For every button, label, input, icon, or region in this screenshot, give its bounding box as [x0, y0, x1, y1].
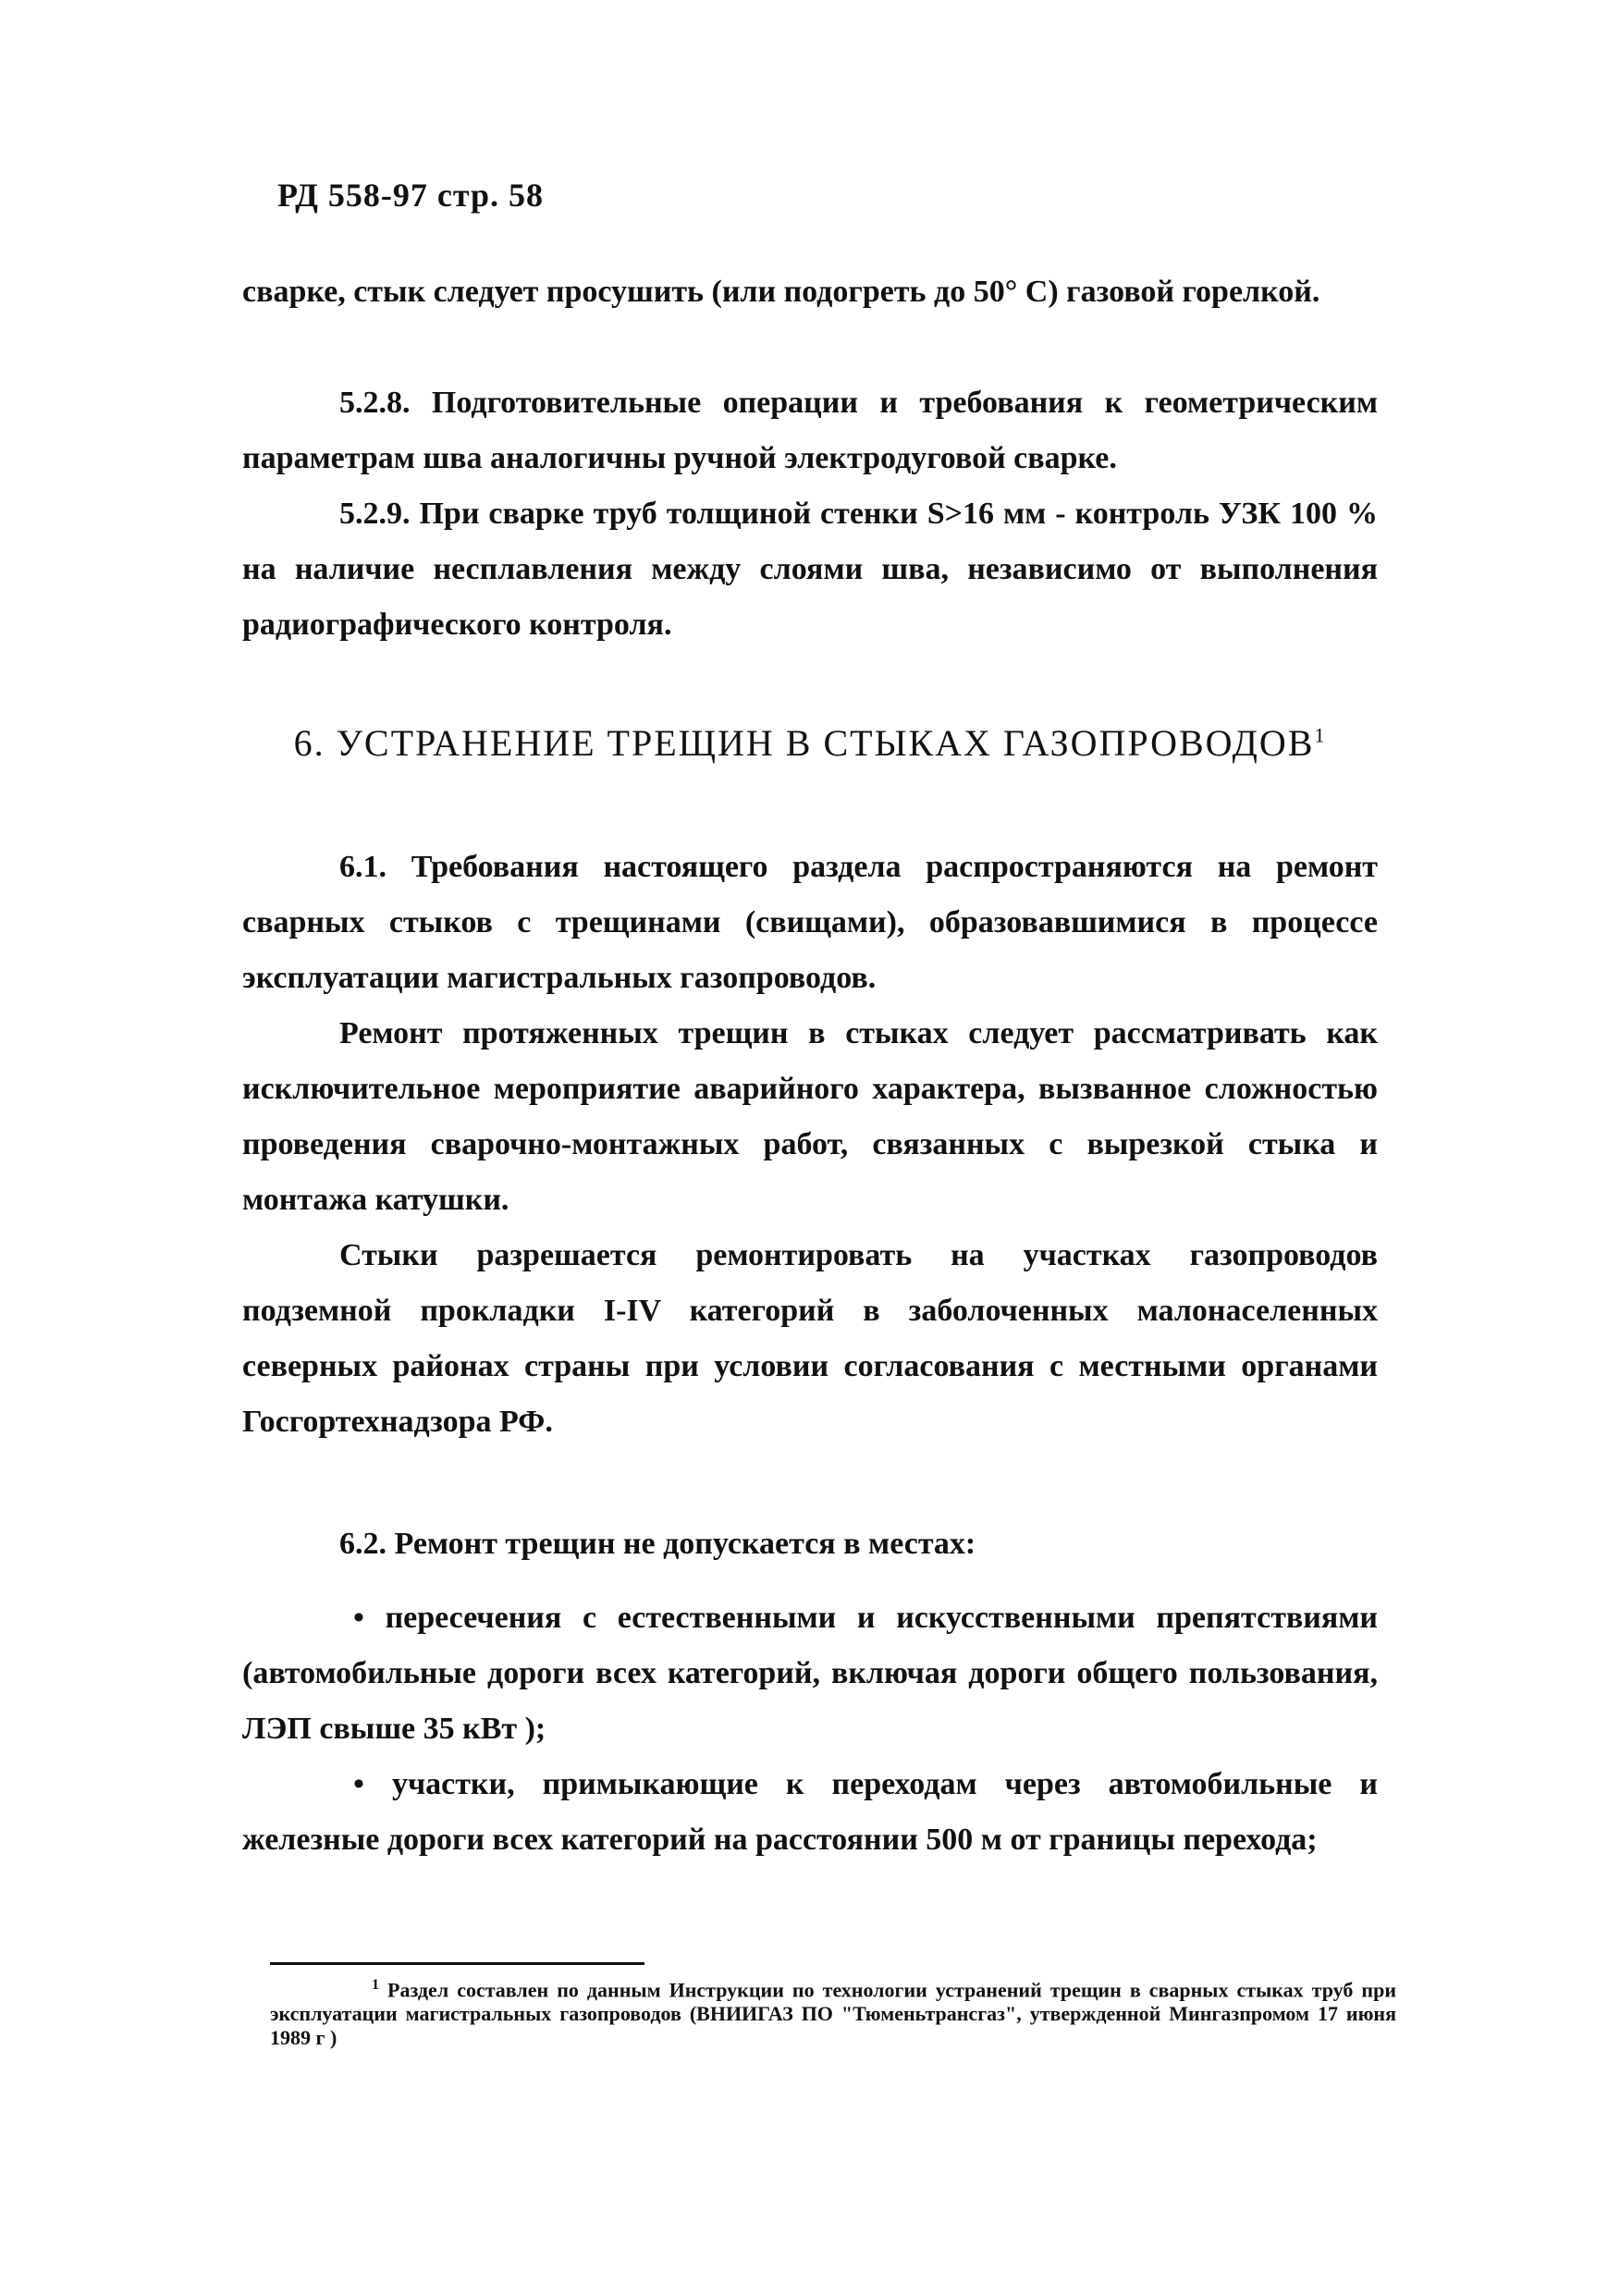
- paragraph-repair: Ремонт протяженных трещин в стыках следует рассматривать как исключительное мероприятие аварийного характера, вызванное сложностью проведения сварочно-монтажных работ, связанных с вырезкой стыка и монтажа катушки.: [242, 1016, 1378, 1217]
- page-header: РД 558-97 стр. 58: [277, 177, 545, 214]
- bullet-item-sections: • участки, примыкающие к переходам через автомобильные и железные дороги всех категорий на расстоянии 500 м от границы перехода;: [242, 1767, 1378, 1857]
- paragraph-5-2-8: 5.2.8. Подготовительные операции и требования к геометрическим параметрам шва аналогичны ручной электродуговой сварке.: [242, 386, 1378, 475]
- footnote-text: Раздел составлен по данным Инструкции по технологии устранений трещин в сварных стыках труб при эксплуатации магистральных газопроводов (ВНИИГАЗ ПО "Тюменьтрансгаз", утвержденной Мингазпромом 17 июня 1989 г ): [270, 1978, 1396, 2050]
- paragraph-6-2: 6.2. Ремонт трещин не допускается в местах:: [339, 1527, 976, 1561]
- footnote-mark: 1: [372, 1977, 379, 1993]
- paragraph-allowed: Стыки разрешается ремонтировать на участках газопроводов подземной прокладки I-IV категорий в заболоченных малонаселенных северных районах страны при условии согласования с местными органами Госгортехнадзора РФ.: [242, 1238, 1378, 1439]
- footnote: [270, 1973, 1396, 2050]
- section-6-title-text: 6. УСТРАНЕНИЕ ТРЕЩИН В СТЫКАХ ГАЗОПРОВОДОВ: [293, 722, 1315, 764]
- paragraph-continuation: сварке, стык следует просушить (или подогреть до 50° С) газовой горелкой.: [242, 275, 1320, 309]
- bullet-item-crossings: • пересечения с естественными и искусственными препятствиями (автомобильные дороги всех категорий, включая дороги общего пользования, ЛЭП свыше 35 кВт );: [242, 1601, 1378, 1746]
- section-6-title: [242, 721, 1378, 765]
- paragraph-5-2-9: 5.2.9. При сварке труб толщиной стенки S>16 мм - контроль УЗК 100 % на наличие несплавления между слоями шва, независимо от выполнения радиографического контроля.: [242, 497, 1378, 642]
- paragraph-6-1: 6.1. Требования настоящего раздела распространяются на ремонт сварных стыков с трещинами (свищами), образовавшимися в процессе эксплуатации магистральных газопроводов.: [242, 850, 1378, 995]
- section-6-footnote-mark: 1: [1314, 723, 1327, 747]
- footnote-divider: [270, 1962, 644, 1965]
